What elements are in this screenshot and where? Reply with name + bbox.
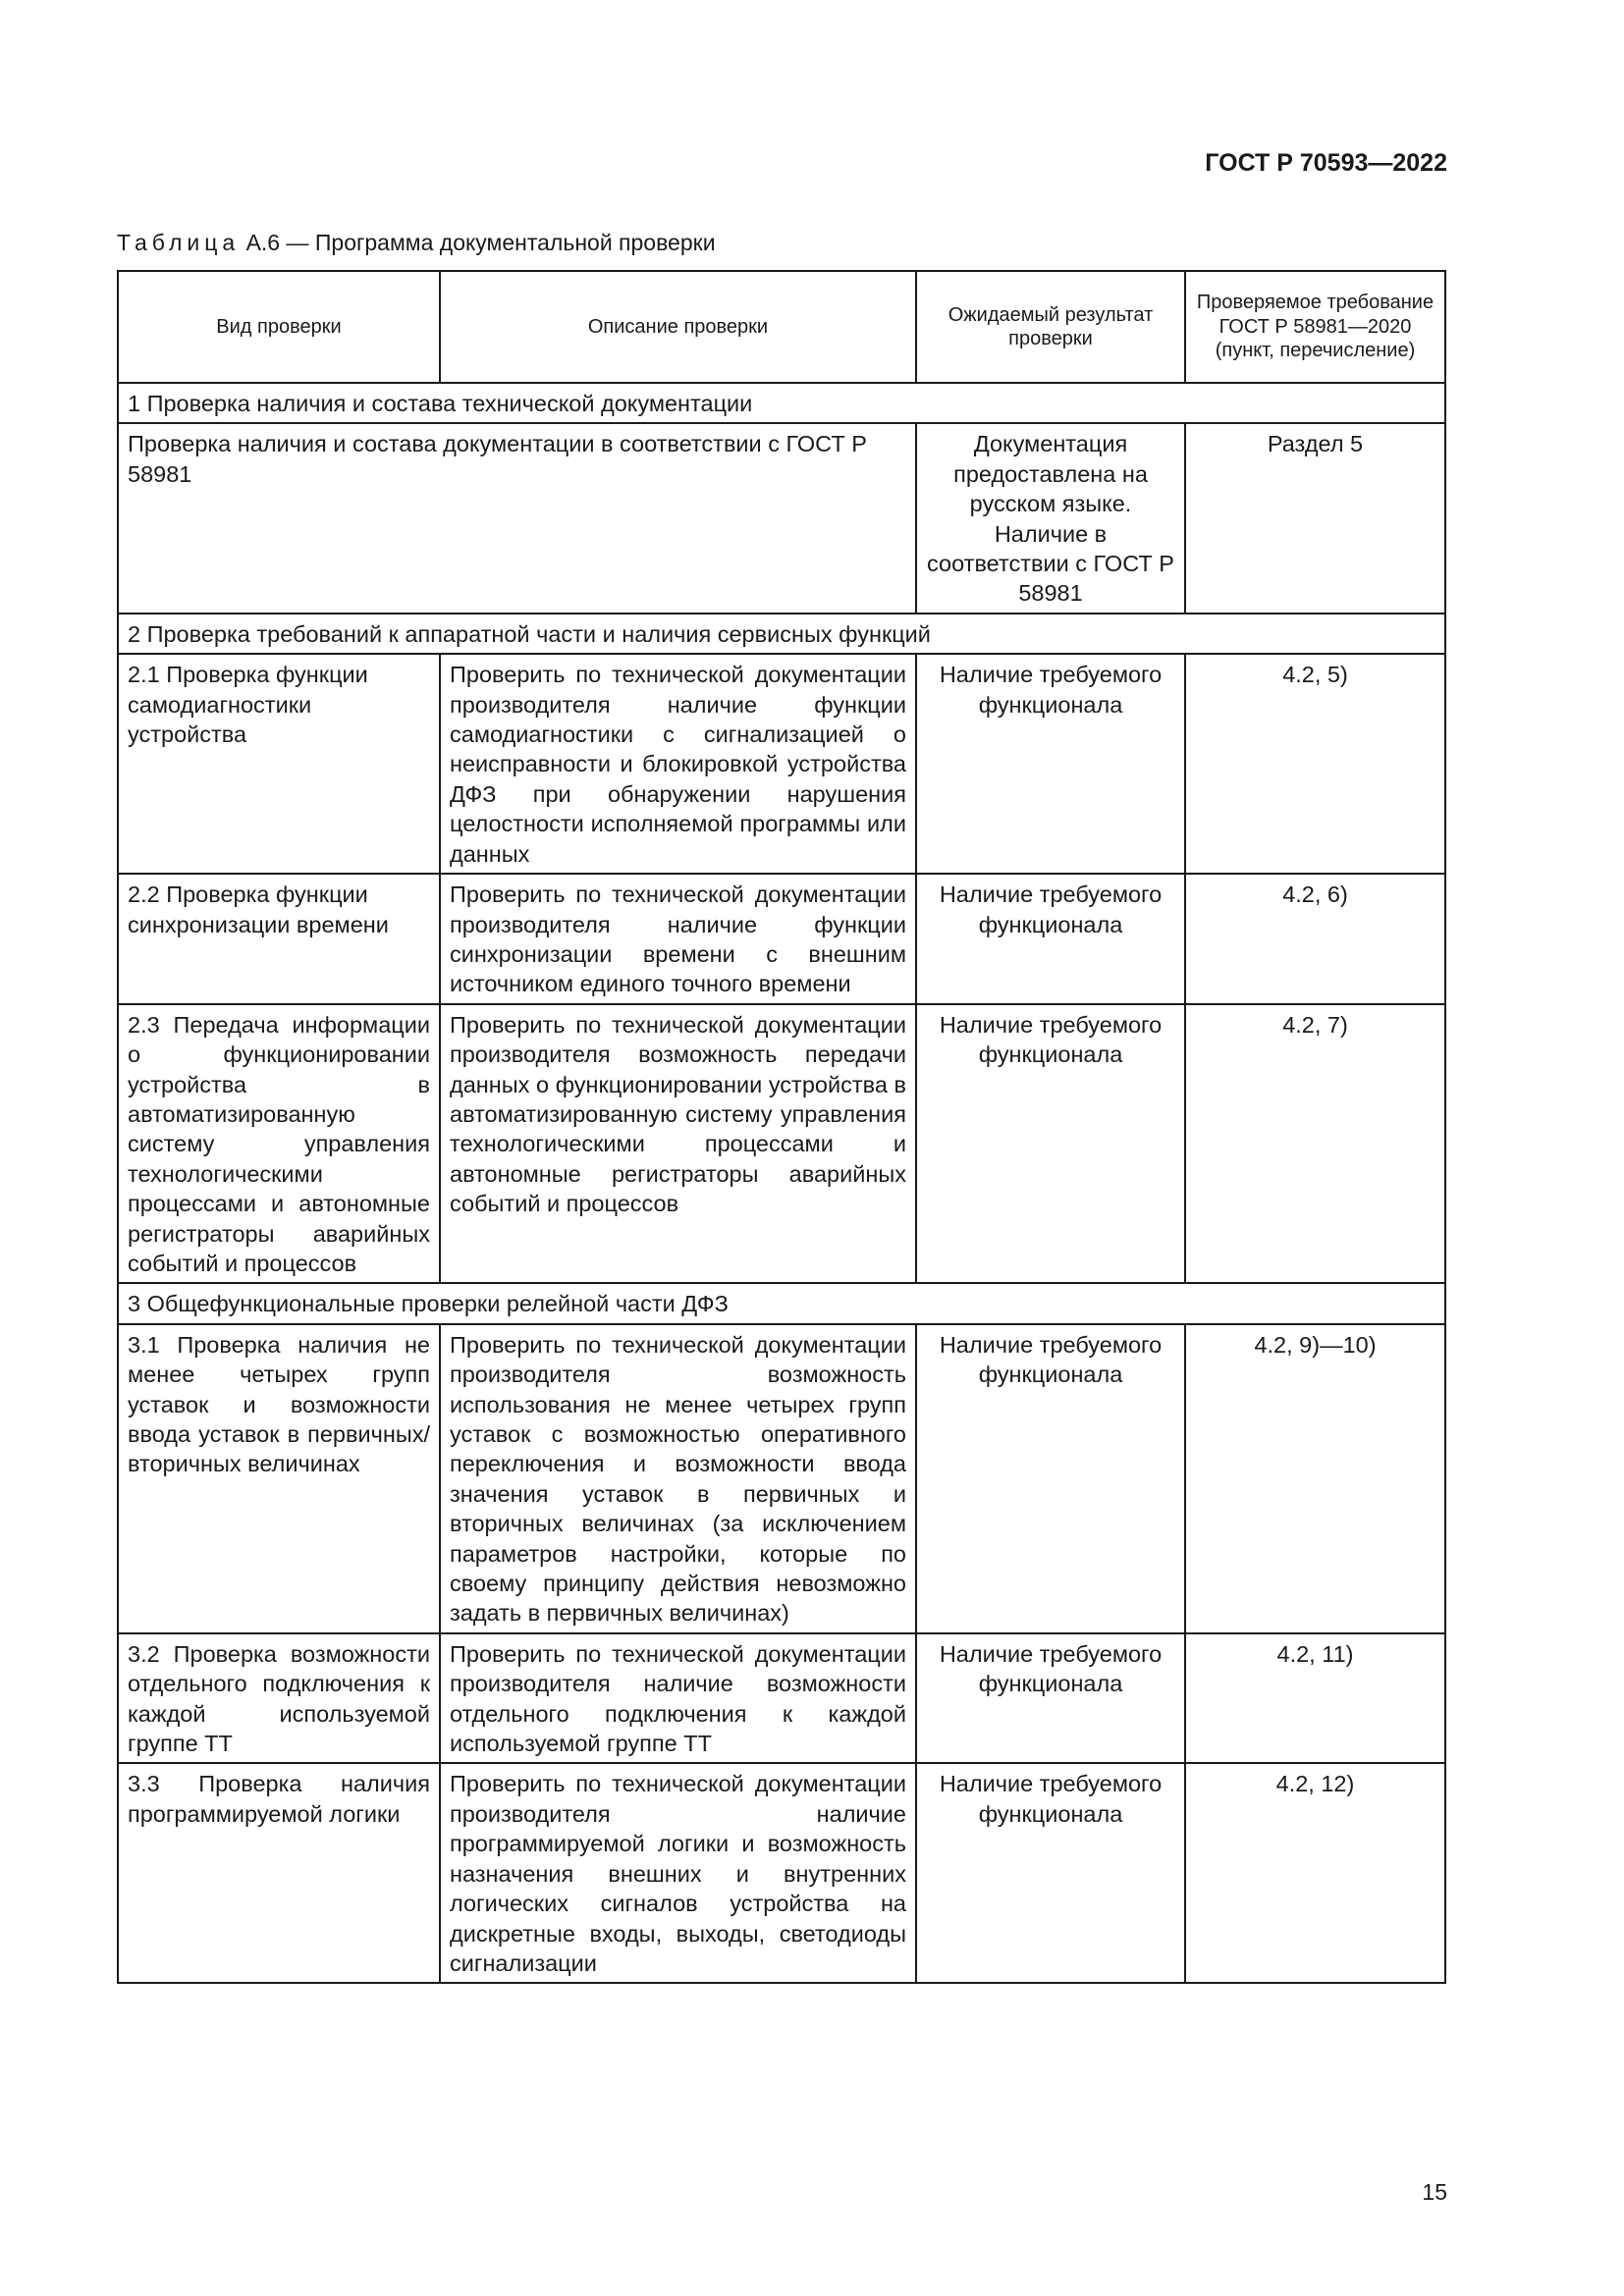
- section-title: 3 Общефункциональные проверки релейной части ДФЗ: [118, 1283, 1445, 1323]
- check-type-cell: 3.3 Проверка наличия программируемой логики: [118, 1763, 440, 1983]
- requirement-cell: 4.2, 9)—10): [1185, 1324, 1445, 1633]
- check-type-cell: 3.1 Проверка наличия не менее четырех групп уставок и возможности ввода уставок в первичных/вторичных величинах: [118, 1324, 440, 1633]
- section-row: [118, 1283, 1445, 1323]
- expected-result-cell: Наличие требуемого функционала: [916, 1763, 1185, 1983]
- expected-result-cell: Наличие требуемого функционала: [916, 1633, 1185, 1764]
- expected-result-cell: Документация предоставлена на русском языке. Наличие в соответствии с ГОСТ Р 58981: [916, 423, 1185, 613]
- requirement-cell: 4.2, 6): [1185, 874, 1445, 1004]
- requirement-cell: Раздел 5: [1185, 423, 1445, 613]
- expected-result-cell: Наличие требуемого функционала: [916, 874, 1185, 1004]
- column-header-check-type: Вид проверки: [118, 271, 440, 383]
- document-code: ГОСТ Р 70593—2022: [1205, 149, 1447, 177]
- description-cell: Проверить по технической документации производителя возможность передачи данных о функционировании устройства в автоматизированную систему управления технологическими процессами и автономные регистраторы аварийных событий и процессов: [440, 1004, 916, 1284]
- column-header-expected-result: Ожидаемый результат проверки: [916, 271, 1185, 383]
- description-cell: Проверить по технической документации производителя наличие функции самодиагностики с сигнализацией о неисправности и блокировкой устройства ДФЗ при обнаружении нарушения целостности исполняемой программы или данных: [440, 654, 916, 874]
- page-number: 15: [1422, 2179, 1447, 2205]
- section-row: [118, 383, 1445, 423]
- table-caption: [117, 230, 716, 256]
- requirement-cell: 4.2, 11): [1185, 1633, 1445, 1764]
- section-title: 2 Проверка требований к аппаратной части и наличия сервисных функций: [118, 614, 1445, 654]
- table-header-row: [118, 271, 1445, 383]
- description-cell: Проверить по технической документации производителя наличие функции синхронизации времени с внешним источником единого точного времени: [440, 874, 916, 1004]
- table-row: [118, 654, 1445, 874]
- table-row: [118, 423, 1445, 613]
- section-title: 1 Проверка наличия и состава технической документации: [118, 383, 1445, 423]
- table-row: [118, 1633, 1445, 1764]
- column-header-requirement: Проверяемое требование ГОСТ Р 58981—2020 (пункт, перечисление): [1185, 271, 1445, 383]
- table-row: [118, 1763, 1445, 1983]
- expected-result-cell: Наличие требуемого функционала: [916, 1004, 1185, 1284]
- table-row: [118, 874, 1445, 1004]
- expected-result-cell: Наличие требуемого функционала: [916, 1324, 1185, 1633]
- verification-program-table: [117, 270, 1446, 1984]
- description-cell: Проверить по технической документации производителя наличие возможности отдельного подключения к каждой используемой группе ТТ: [440, 1633, 916, 1764]
- description-cell: Проверить по технической документации производителя возможность использования не менее четырех групп уставок с возможностью оперативного переключения и возможности ввода значения уставок в первичных и вторичных величинах (за исключением параметров настройки, которые по своему принципу действия невозможно задать в первичных величинах): [440, 1324, 916, 1633]
- requirement-cell: 4.2, 5): [1185, 654, 1445, 874]
- check-type-cell: 2.3 Передача информации о функционировании устройства в автоматизированную систему управления технологическими процессами и автономные регистраторы аварийных событий и процессов: [118, 1004, 440, 1284]
- table-row: [118, 1324, 1445, 1633]
- table-row: [118, 1004, 1445, 1284]
- check-type-cell: 3.2 Проверка возможности отдельного подключения к каждой используемой группе ТТ: [118, 1633, 440, 1764]
- section-row: [118, 614, 1445, 654]
- check-type-cell: 2.1 Проверка функции самодиагностики устройства: [118, 654, 440, 874]
- requirement-cell: 4.2, 12): [1185, 1763, 1445, 1983]
- expected-result-cell: Наличие требуемого функционала: [916, 654, 1185, 874]
- requirement-cell: 4.2, 7): [1185, 1004, 1445, 1284]
- table-caption-label: Таблица: [117, 230, 241, 255]
- table-caption-text: А.6 — Программа документальной проверки: [245, 230, 716, 255]
- description-cell: Проверить по технической документации производителя наличие программируемой логики и возможность назначения внешних и внутренних логических сигналов устройства на дискретные входы, выходы, светодиоды сигнализации: [440, 1763, 916, 1983]
- check-type-cell: 2.2 Проверка функции синхронизации времени: [118, 874, 440, 1004]
- column-header-description: Описание проверки: [440, 271, 916, 383]
- check-type-cell: Проверка наличия и состава документации в соответствии с ГОСТ Р 58981: [118, 423, 916, 613]
